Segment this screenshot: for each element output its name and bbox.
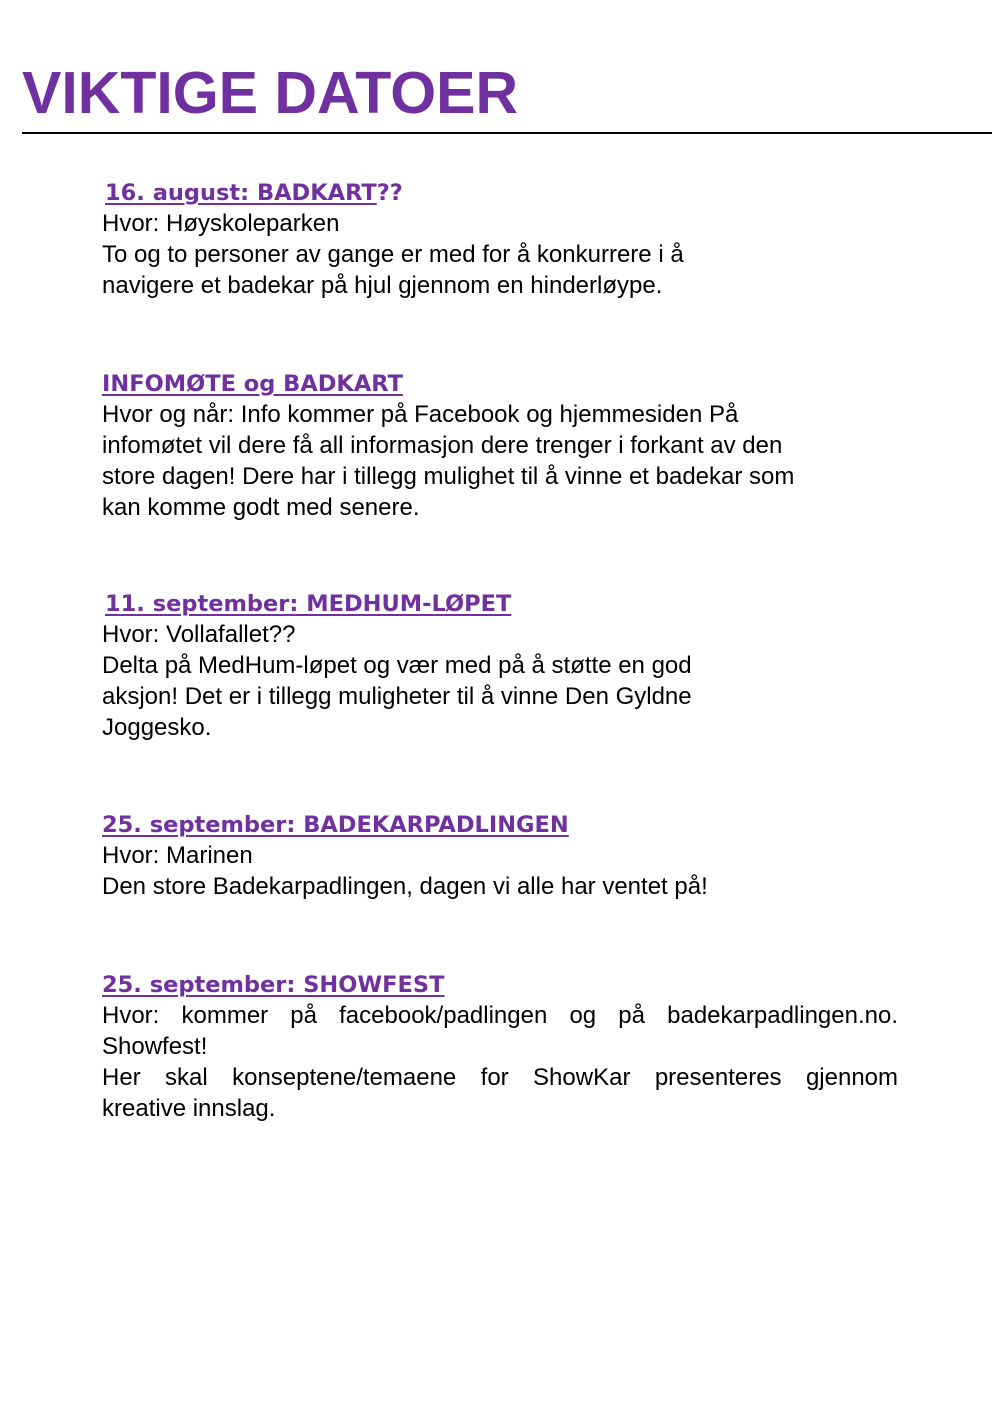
event-description-line: To og to personer av gange er med for å konkurrere i å bbox=[102, 241, 684, 268]
event-description-line: infomøtet vil dere få all informasjon dere trenger i forkant av den bbox=[102, 432, 783, 459]
event-heading bbox=[102, 369, 902, 399]
event-description-line: navigere et badekar på hjul gjennom en hinderløype. bbox=[102, 272, 663, 299]
event-description-line: Den store Badekarpadlingen, dagen vi alle har ventet på! bbox=[102, 873, 708, 900]
event-infomote bbox=[102, 369, 902, 523]
event-heading bbox=[102, 810, 902, 840]
event-location: Hvor: kommer på facebook/padlingen og på badekarpadlingen.no. bbox=[102, 1002, 898, 1029]
event-description-line: kan komme godt med senere. bbox=[102, 494, 420, 521]
event-description-line: Showfest! bbox=[102, 1033, 208, 1060]
event-heading-underlined: 25. september: SHOWFEST bbox=[102, 972, 445, 998]
event-heading-suffix: ?? bbox=[376, 180, 403, 206]
event-description-line: aksjon! Det er i tillegg muligheter til å vinne Den Gyldne bbox=[102, 683, 692, 710]
event-heading bbox=[102, 178, 902, 208]
event-heading-underlined: 25. september: BADEKARPADLINGEN bbox=[102, 812, 569, 838]
event-description-line: kreative innslag. bbox=[102, 1095, 276, 1122]
event-location: Hvor og når: Info kommer på Facebook og hjemmesiden På bbox=[102, 401, 739, 428]
event-heading-underlined: 16. august: BADKART bbox=[105, 180, 377, 206]
title-divider bbox=[22, 132, 992, 134]
event-heading-underlined: 11. september: MEDHUM-LØPET bbox=[105, 591, 512, 617]
event-medhum-lopet bbox=[102, 589, 902, 743]
event-heading-underlined: INFOMØTE og BADKART bbox=[102, 371, 403, 397]
event-description-line: Her skal konseptene/temaene for ShowKar presenteres gjennom bbox=[102, 1064, 898, 1091]
event-description-line: store dagen! Dere har i tillegg mulighet til å vinne et badekar som bbox=[102, 463, 795, 490]
event-description-line: Delta på MedHum-løpet og vær med på å støtte en god bbox=[102, 652, 692, 679]
event-location: Hvor: Vollafallet?? bbox=[102, 621, 296, 648]
event-heading bbox=[102, 589, 902, 619]
event-badkart bbox=[102, 178, 902, 301]
event-showfest bbox=[102, 970, 898, 1124]
event-location: Hvor: Høyskoleparken bbox=[102, 210, 340, 237]
event-badekarpadlingen bbox=[102, 810, 902, 902]
event-heading bbox=[102, 970, 898, 1000]
event-location: Hvor: Marinen bbox=[102, 842, 253, 869]
event-description-line: Joggesko. bbox=[102, 714, 212, 741]
page-title: VIKTIGE DATOER bbox=[22, 60, 519, 126]
